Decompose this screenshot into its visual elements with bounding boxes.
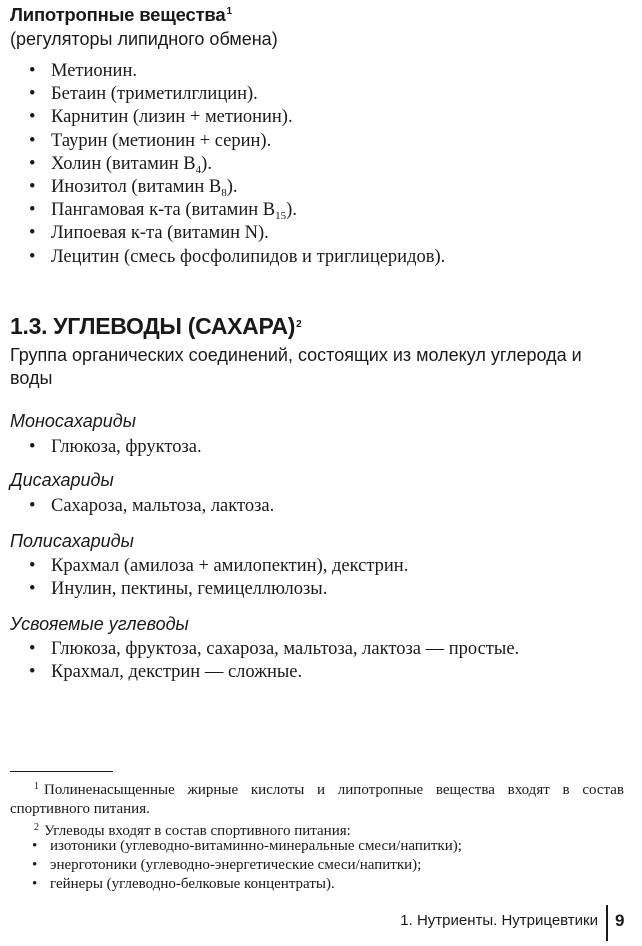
list-item-text: Крахмал (амилоза + амилопектин), декстрин. bbox=[51, 556, 409, 576]
list-item-text: энерготоники (углеводно-энергетические смеси/напитки); bbox=[50, 857, 422, 873]
footnote-text: Углеводы входят в состав спортивного питания: bbox=[44, 823, 351, 839]
list-item bbox=[28, 661, 519, 684]
list-item-text-end: ). bbox=[201, 153, 212, 174]
category-list bbox=[28, 555, 408, 601]
footnote-1 bbox=[10, 777, 624, 819]
list-item bbox=[28, 555, 408, 578]
list-item-text: Метионин. bbox=[51, 61, 137, 81]
list-item-text: Лецитин (смесь фосфолипидов и триглицеридов). bbox=[51, 246, 446, 267]
bullet-icon: • bbox=[29, 579, 36, 600]
list-item-text: Холин (витамин B bbox=[51, 153, 196, 174]
subscript: 8 bbox=[221, 187, 227, 200]
page-number-separator bbox=[606, 905, 608, 941]
list-item-text: Инулин, пектины, гемицеллюлозы. bbox=[51, 579, 328, 600]
bullet-icon: • bbox=[29, 200, 36, 221]
list-item bbox=[28, 495, 274, 518]
bullet-icon: • bbox=[32, 838, 38, 854]
list-item bbox=[28, 436, 202, 459]
bullet-icon: • bbox=[29, 153, 36, 174]
list-item bbox=[32, 856, 462, 875]
bullet-icon: • bbox=[29, 177, 36, 198]
list-item-text: Липоевая к-та (витамин N). bbox=[51, 223, 269, 244]
list-item-text: Крахмал, декстрин — сложные. bbox=[51, 662, 303, 683]
list-item-text-end: ). bbox=[286, 200, 297, 221]
list-item bbox=[28, 638, 519, 661]
list-item bbox=[28, 246, 445, 269]
list-item-text: Бетаин (триметилглицин). bbox=[51, 84, 258, 105]
section-title-lipotropic: Липотропные вещества$^1$ bbox=[10, 4, 232, 25]
bullet-icon: • bbox=[29, 84, 36, 105]
bullet-icon: • bbox=[32, 857, 38, 873]
section-description-carbohydrates: Группа органических соединений, состоящих из молекул углерода и воды bbox=[10, 345, 582, 388]
list-item-text: Глюкоза, фруктоза. bbox=[51, 437, 202, 457]
list-item bbox=[28, 83, 445, 106]
category-list bbox=[28, 638, 519, 684]
list-item bbox=[28, 176, 445, 199]
footnote-number: 2 bbox=[34, 822, 39, 833]
list-item-text: Карнитин (лизин + метионин). bbox=[51, 107, 293, 128]
category-title: Полисахариды bbox=[10, 531, 134, 551]
list-item-text: гейнеры (углеводно-белковые концентраты). bbox=[50, 876, 335, 892]
list-item bbox=[28, 106, 445, 129]
bullet-icon: • bbox=[29, 639, 36, 659]
footnote-number: 1 bbox=[34, 781, 39, 792]
bullet-icon: • bbox=[29, 223, 36, 244]
bullet-icon: • bbox=[29, 437, 36, 457]
list-item-text: изотоники (углеводно-витаминно-минеральные смеси/напитки); bbox=[50, 838, 462, 854]
footnote-ref-1: 1 bbox=[226, 6, 232, 17]
list-item bbox=[32, 837, 462, 856]
category-title: Усвояемые углеводы bbox=[10, 614, 189, 634]
list-item-text: Глюкоза, фруктоза, сахароза, мальтоза, лактоза — простые. bbox=[51, 639, 520, 659]
bullet-icon: • bbox=[29, 496, 36, 516]
category-list bbox=[28, 436, 202, 459]
page-number: 9 bbox=[615, 911, 625, 930]
bullet-icon: • bbox=[29, 61, 36, 81]
section-heading-carbohydrates: 1.3. УГЛЕВОДЫ (САХАРА)$^2$ bbox=[10, 313, 302, 339]
category-title: Дисахариды bbox=[10, 470, 114, 490]
list-item bbox=[28, 153, 445, 176]
list-item bbox=[32, 875, 462, 894]
section-subtitle-lipotropic: (регуляторы липидного обмена) bbox=[10, 29, 278, 49]
footnote-text: Полиненасыщенные жирные кислоты и липотропные вещества входят в состав спортивного питания. bbox=[10, 782, 624, 817]
footnote-ref-2: 2 bbox=[296, 319, 302, 330]
list-item-text: Сахароза, мальтоза, лактоза. bbox=[51, 496, 275, 516]
list-item-text-end: ). bbox=[226, 177, 238, 198]
list-item bbox=[28, 60, 445, 83]
lipotropic-list bbox=[28, 60, 445, 269]
bullet-icon: • bbox=[29, 662, 36, 683]
list-item bbox=[28, 222, 445, 245]
list-item bbox=[28, 578, 408, 601]
bullet-icon: • bbox=[29, 107, 36, 128]
subscript: 15 bbox=[275, 210, 287, 223]
bullet-icon: • bbox=[32, 876, 38, 892]
footnote-divider bbox=[10, 771, 113, 772]
category-list bbox=[28, 495, 274, 518]
list-item-text: Пангамовая к-та (витамин B bbox=[51, 200, 276, 221]
list-item bbox=[28, 130, 445, 153]
bullet-icon: • bbox=[29, 246, 36, 267]
list-item-text: Таурин (метионин + серин). bbox=[51, 130, 272, 151]
list-item bbox=[28, 199, 445, 222]
footnote-2-list bbox=[32, 837, 462, 894]
running-head: 1. Нутриенты. Нутрицевтики bbox=[400, 912, 598, 929]
subscript: 4 bbox=[195, 163, 202, 176]
list-item-text: Инозитол (витамин B bbox=[51, 177, 222, 198]
category-title: Моносахариды bbox=[10, 411, 136, 431]
bullet-icon: • bbox=[29, 130, 36, 151]
bullet-icon: • bbox=[29, 556, 36, 576]
